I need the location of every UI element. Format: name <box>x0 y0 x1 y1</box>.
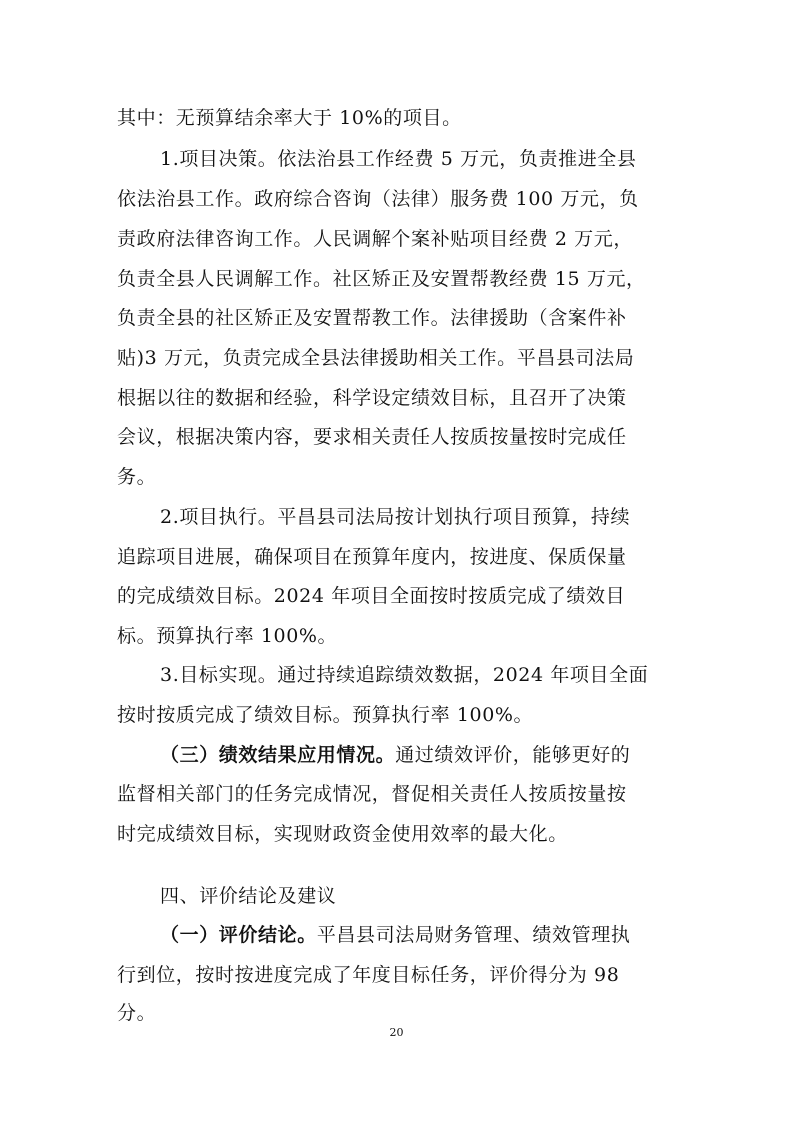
section-3-text: 通过绩效评价，能够更好的 <box>395 744 631 766</box>
paragraph-line: 责政府法律咨询工作。人民调解个案补贴项目经费 2 万元， <box>117 228 633 250</box>
section-heading: 四、评价结论及建议 <box>160 885 337 907</box>
section-3-first-line <box>160 743 677 767</box>
paragraph-line: 贴)3 万元，负责完成全县法律援助相关工作。平昌县司法局 <box>117 347 635 369</box>
paragraph-line: 根据以往的数据和经验，科学设定绩效目标，且召开了决策 <box>117 387 627 409</box>
paragraph-line: 务。 <box>117 466 157 488</box>
paragraph-line: 1.项目决策。依法治县工作经费 5 万元，负责推进全县 <box>160 148 637 170</box>
paragraph-line: 监督相关部门的任务完成情况，督促相关责任人按质按量按 <box>117 783 627 805</box>
section-3-title: （三）绩效结果应用情况。 <box>160 744 396 766</box>
paragraph-line: 3.目标实现。通过持续追踪绩效数据，2024 年项目全面 <box>160 664 649 686</box>
section-4-1-title: （一）评价结论。 <box>160 924 317 946</box>
paragraph-line: 按时按质完成了绩效目标。预算执行率 100%。 <box>117 704 534 726</box>
paragraph-line: 标。预算执行率 100%。 <box>117 625 338 647</box>
paragraph-line: 追踪项目进展，确保项目在预算年度内，按进度、保质保量 <box>117 546 627 568</box>
paragraph-line: 负责全县的社区矫正及安置帮教工作。法律援助（含案件补 <box>117 307 627 329</box>
paragraph-line: 负责全县人民调解工作。社区矫正及安置帮教经费 15 万元， <box>117 268 646 290</box>
paragraph-line: 会议，根据决策内容，要求相关责任人按质按量按时完成任 <box>117 426 627 448</box>
paragraph-line: 的完成绩效目标。2024 年项目全面按时按质完成了绩效目 <box>117 585 626 607</box>
paragraph-line: 其中：无预算结余率大于 10%的项目。 <box>117 107 462 129</box>
paragraph-line: 时完成绩效目标，实现财政资金使用效率的最大化。 <box>117 823 568 845</box>
paragraph-line: 依法治县工作。政府综合咨询（法律）服务费 100 万元，负 <box>117 188 639 210</box>
paragraph-line: 分。 <box>117 1002 157 1024</box>
paragraph-line: 行到位，按时按进度完成了年度目标任务，评价得分为 98 <box>117 964 620 986</box>
paragraph-line: 2.项目执行。平昌县司法局按计划执行项目预算，持续 <box>160 506 631 528</box>
section-4-1-text: 平昌县司法局财务管理、绩效管理执 <box>316 924 631 946</box>
section-4-1-first-line <box>160 923 677 947</box>
page-number: 20 <box>389 1026 404 1039</box>
